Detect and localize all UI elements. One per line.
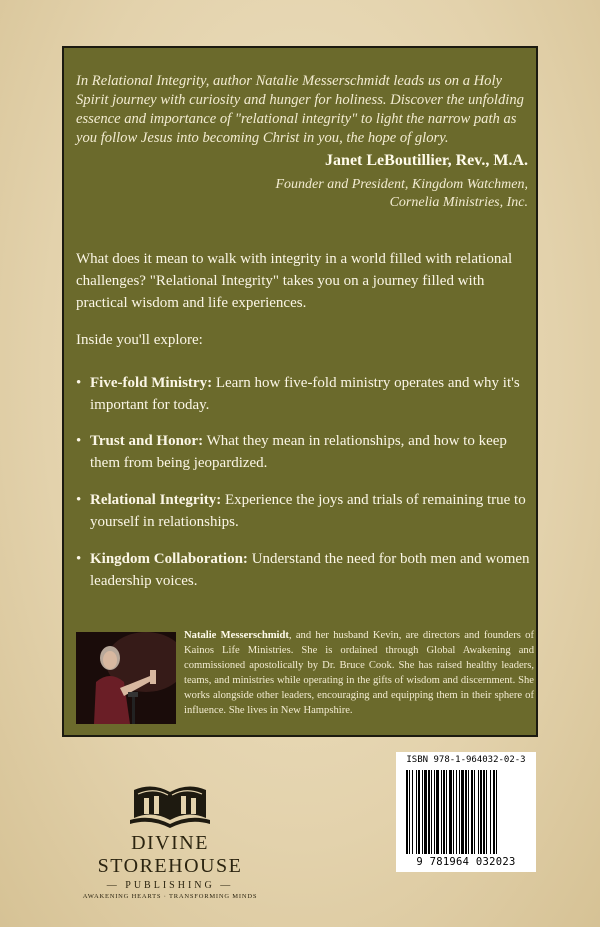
review-quote: In Relational Integrity, author Natalie Messerschmidt leads us on a Holy Spirit journey with curiosity and hunger for holiness. Discover the unfolding essence and importance of "relational integrity" to light the narrow path as you follow Jesus into becoming Christ in you, the hope of glory. (76, 73, 524, 146)
bullet-dot-icon: • (76, 375, 82, 391)
explore-heading: Inside you'll explore: (76, 332, 203, 348)
bullet-item (76, 430, 536, 474)
publisher-sub: — PUBLISHING — (106, 880, 234, 891)
bullet-text: What they mean in relationships, and how to keep them from being jeopardized. (90, 433, 507, 471)
bullet-dot-icon: • (76, 551, 82, 567)
bullet-title: Kingdom Collaboration: (90, 551, 248, 567)
bullet-item (76, 548, 536, 592)
open-book-icon (128, 780, 212, 828)
isbn-barcode (396, 752, 536, 872)
bullet-text: Experience the joys and trials of remaining true to yourself in relationships. (90, 492, 526, 530)
publisher-tagline: AWAKENING HEARTS · TRANSFORMING MINDS (82, 893, 258, 900)
bullet-item (76, 489, 536, 533)
isbn-number: 9 781964 032023 (416, 856, 516, 868)
author-photo (76, 632, 176, 724)
bullet-title: Five-fold Ministry: (90, 375, 213, 391)
description-intro: What does it mean to walk with integrity in a world filled with relational challenges? "Relational Integrity" takes you on a journey filled with practical wisdom and life experiences. (76, 251, 513, 311)
bullet-text: Understand the need for both men and women leadership voices. (90, 551, 530, 589)
publisher-sub-text: PUBLISHING (125, 880, 215, 891)
bullet-dot-icon: • (76, 492, 82, 508)
publisher-logo (62, 780, 278, 900)
reviewer-role-line1: Founder and President, Kingdom Watchmen, (275, 177, 528, 192)
bullet-title: Trust and Honor: (90, 433, 204, 449)
bullet-dot-icon: • (76, 433, 82, 449)
back-cover-panel (62, 46, 538, 737)
bullet-text: Learn how five-fold ministry operates and why it's important for today. (90, 375, 520, 413)
reviewer-name: Janet LeBoutillier, Rev., M.A. (325, 152, 528, 169)
publisher-name: DIVINE STOREHOUSE (97, 832, 243, 877)
bullet-title: Relational Integrity: (90, 492, 222, 508)
bullet-item (76, 372, 536, 416)
author-name: Natalie Messerschmidt (184, 630, 289, 641)
author-bio-text: , and her husband Kevin, are directors and founders of Kainos Life Ministries. She is ordained through Global Awakening and commissioned apostolically by Dr. Bruce Cook. She has raised healthy leaders, teams, and ministries while operating in the gifts of wisdom and discernment. She works alongside other leaders, encouraging and equipping them in their sphere of influence. She lives in New Hampshire. (184, 630, 534, 716)
author-bio (184, 628, 534, 718)
reviewer-role-line2: Cornelia Ministries, Inc. (389, 195, 528, 210)
reviewer-role (276, 176, 529, 212)
barcode-bars (406, 770, 526, 856)
isbn-label: ISBN 978-1-964032-02-3 (406, 755, 526, 765)
